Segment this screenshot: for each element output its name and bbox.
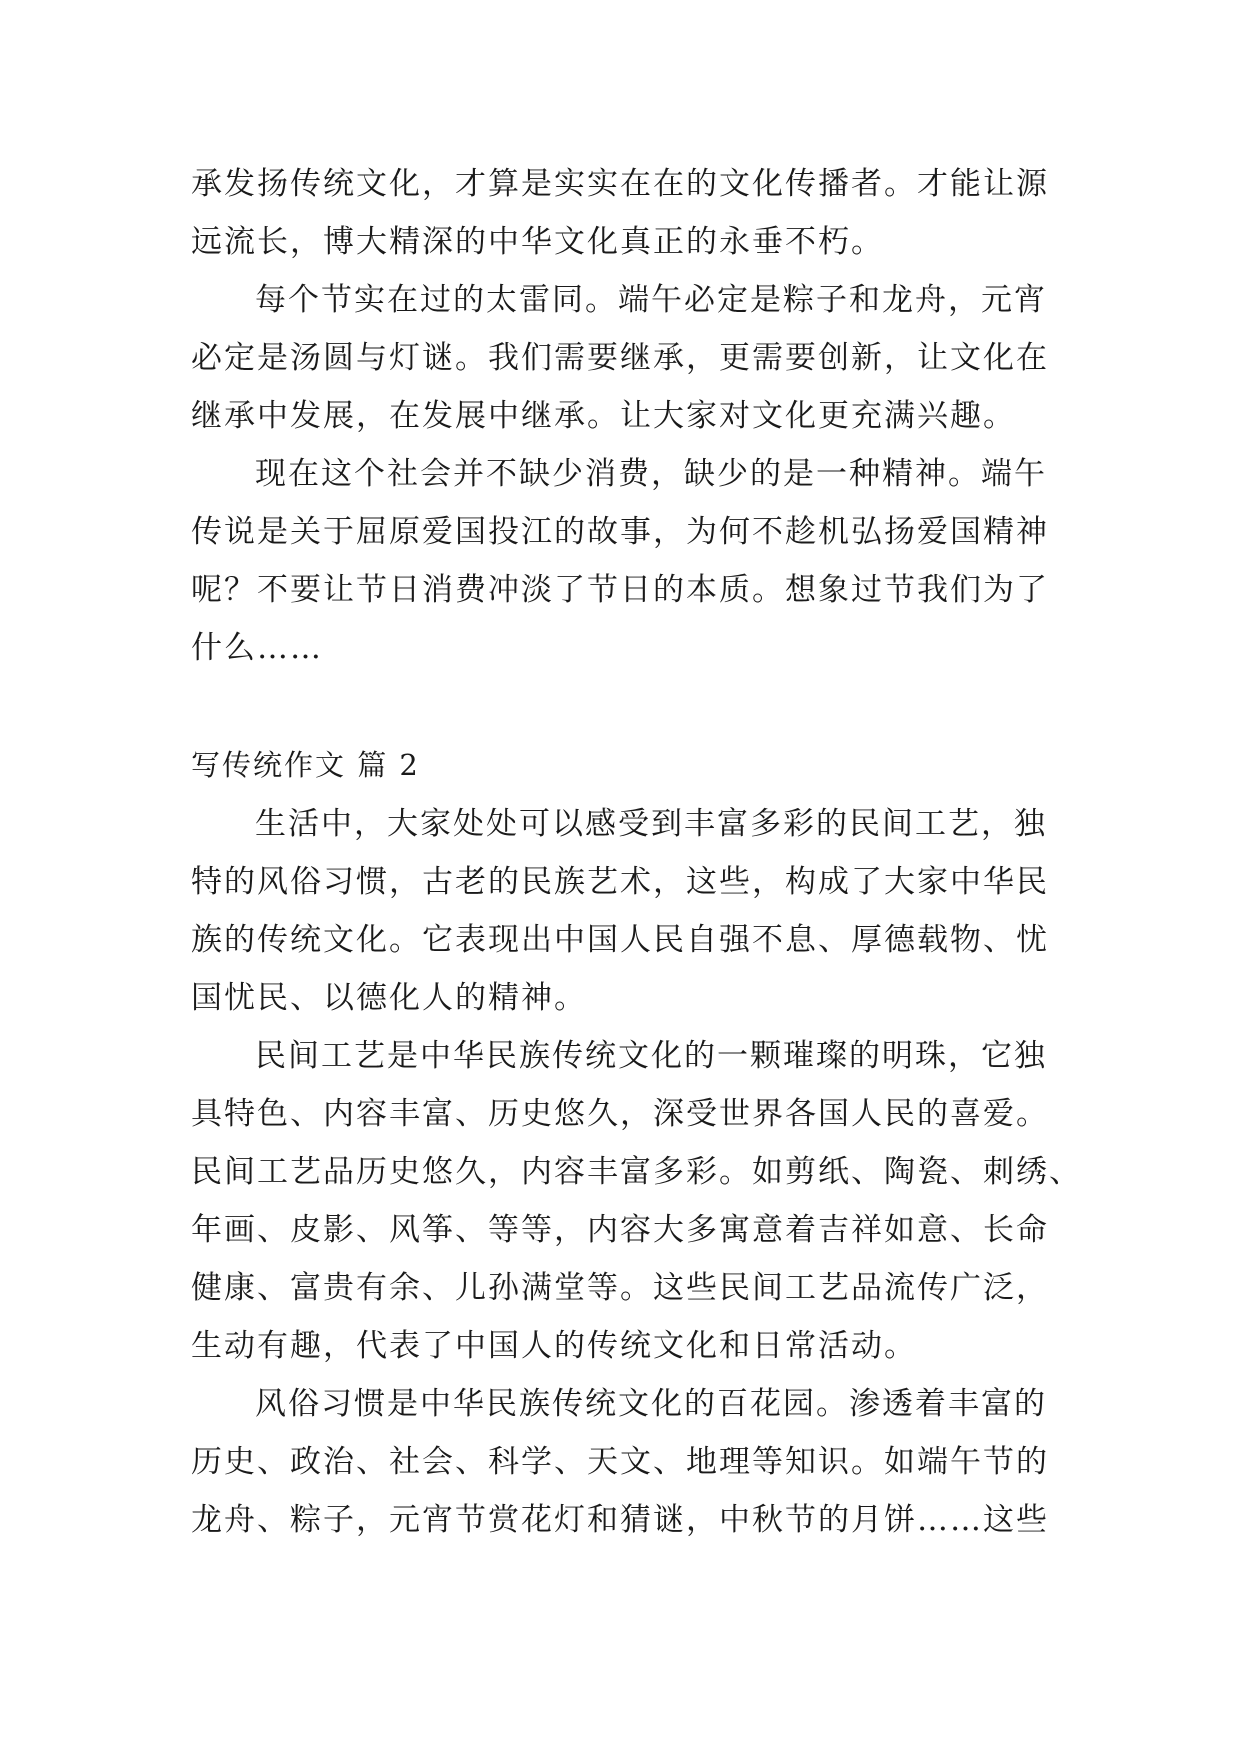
- paragraph-line: 特的风俗习惯，古老的民族艺术，这些，构成了大家中华民: [191, 864, 1049, 900]
- paragraph-line: 具特色、内容丰富、历史悠久，深受世界各国人民的喜爱。: [191, 1096, 1049, 1132]
- paragraph-line: 国忧民、以德化人的精神。: [191, 980, 587, 1016]
- paragraph-line: 每个节实在过的太雷同。端午必定是粽子和龙舟，元宵: [255, 282, 1047, 318]
- paragraph-line: 远流长，博大精深的中华文化真正的永垂不朽。: [191, 224, 884, 260]
- paragraph-line: 传说是关于屈原爱国投江的故事，为何不趁机弘扬爱国精神: [191, 514, 1049, 550]
- paragraph-line: 民间工艺品历史悠久，内容丰富多彩。如剪纸、陶瓷、刺绣、: [191, 1154, 1082, 1190]
- paragraph-line: 继承中发展，在发展中继承。让大家对文化更充满兴趣。: [191, 398, 1016, 434]
- paragraph-line: 生活中，大家处处可以感受到丰富多彩的民间工艺，独: [255, 806, 1047, 842]
- paragraph-line: 族的传统文化。它表现出中国人民自强不息、厚德载物、忧: [191, 922, 1049, 958]
- paragraph-line: 年画、皮影、风筝、等等，内容大多寓意着吉祥如意、长命: [191, 1212, 1049, 1248]
- paragraph-line: 风俗习惯是中华民族传统文化的百花园。渗透着丰富的: [255, 1386, 1047, 1422]
- paragraph-line: 呢？不要让节日消费冲淡了节日的本质。想象过节我们为了: [191, 572, 1049, 608]
- paragraph-line: 承发扬传统文化，才算是实实在在的文化传播者。才能让源: [191, 166, 1049, 202]
- paragraph-line: 现在这个社会并不缺少消费，缺少的是一种精神。端午: [255, 456, 1047, 492]
- paragraph-line: 民间工艺是中华民族传统文化的一颗璀璨的明珠，它独: [255, 1038, 1047, 1074]
- paragraph-line: 什么……: [191, 630, 323, 666]
- paragraph-line: 龙舟、粽子，元宵节赏花灯和猜谜，中秋节的月饼……这些: [191, 1502, 1049, 1538]
- paragraph-line: 历史、政治、社会、科学、天文、地理等知识。如端午节的: [191, 1444, 1049, 1480]
- section-heading: 写传统作文 篇 2: [191, 748, 420, 782]
- paragraph-line: 健康、富贵有余、儿孙满堂等。这些民间工艺品流传广泛，: [191, 1270, 1049, 1306]
- paragraph-line: 必定是汤圆与灯谜。我们需要继承，更需要创新，让文化在: [191, 340, 1049, 376]
- paragraph-line: 生动有趣，代表了中国人的传统文化和日常活动。: [191, 1328, 917, 1364]
